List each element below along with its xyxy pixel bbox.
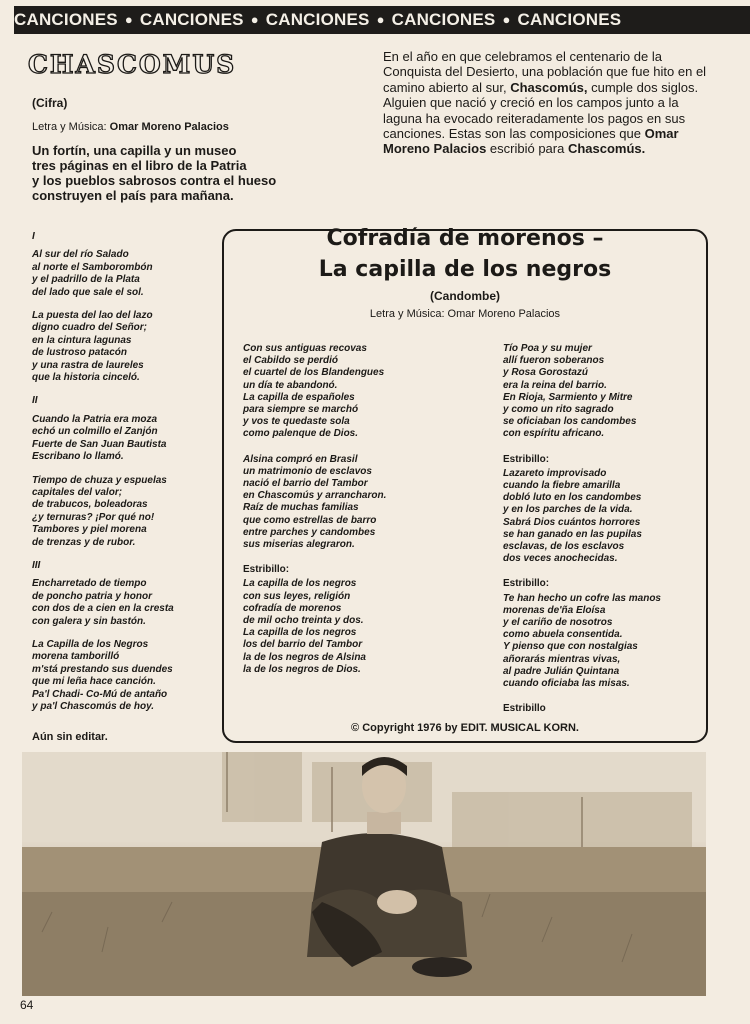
poem-line: morena tamborilló	[32, 651, 120, 663]
credits-author: Omar Moreno Palacios	[109, 121, 229, 133]
poem-section-number: III	[32, 559, 41, 571]
poem-line: La Capilla de los Negros	[32, 638, 149, 650]
poem-section-number: II	[32, 395, 38, 407]
poem-line: digno cuadro del Señor;	[32, 322, 148, 334]
song-line: morenas de'ña Eloísa	[503, 604, 606, 616]
poem-section-number: I	[32, 231, 35, 242]
refrain-label: Estribillo:	[503, 578, 550, 590]
song-line: La capilla de los negros	[243, 578, 357, 590]
song-verse	[243, 454, 483, 552]
poem-note: Aún sin editar.	[32, 731, 108, 743]
poem-line: La puesta del lao del lazo	[32, 310, 153, 322]
poem-line: Escribano lo llamó.	[32, 451, 124, 463]
song-line: con sus leyes, religión	[243, 590, 351, 602]
song-line: dos veces anochecidas.	[503, 553, 618, 565]
song-line: el cuartel de los Blandengues	[243, 367, 385, 379]
poem-line: de trenzas y de rubor.	[32, 536, 136, 548]
header-label: CANCIONES	[391, 10, 496, 29]
poem-line: con galera y sin bastón.	[32, 615, 146, 627]
song-line: en Chascomús y arrancharon.	[243, 490, 387, 502]
song-line: y vos te quedaste sola	[243, 416, 350, 428]
song-line: la de los negros de Alsina	[243, 651, 366, 663]
song-line: Alsina compró en Brasil	[243, 453, 358, 465]
song-line: y el cariño de nosotros	[503, 617, 613, 629]
separator-dot-icon: ●	[376, 12, 385, 27]
article-intro	[383, 49, 713, 157]
intro-bold-text: Omar Moreno Palacios	[383, 126, 679, 157]
song-line: y Rosa Gorostazú	[503, 367, 589, 379]
poem-stanza	[32, 639, 222, 713]
song-line: se han ganado en las pupilas	[503, 528, 642, 540]
song-line: cuando la fiebre amarilla	[503, 480, 621, 492]
song-line: para siempre se marchó	[243, 404, 359, 416]
song-line: el Cabildo se perdió	[243, 355, 339, 367]
song-verse	[503, 578, 703, 690]
song-line: Y pienso que con nostalgias	[503, 641, 638, 653]
poem-line: de trabucos, boleadoras	[32, 499, 148, 511]
poem-line: de poncho patria y honor	[32, 590, 153, 602]
article-lead	[32, 143, 362, 203]
song-verse	[503, 454, 703, 566]
poem-line: con dos de a cien en la cresta	[32, 603, 174, 615]
song-line: como abuela consentida.	[503, 629, 623, 641]
poem-line: y pa'l Chascomús de hoy.	[32, 701, 155, 712]
poem-line: ¿y ternuras? ¡Por qué no!	[32, 511, 155, 523]
separator-dot-icon: ●	[250, 12, 259, 27]
song-copyright: © Copyright 1976 by EDIT. MUSICAL KORN.	[351, 722, 579, 734]
refrain-label: Estribillo:	[503, 453, 550, 465]
song-line: que como estrellas de barro	[243, 514, 377, 526]
article-credits	[32, 121, 229, 133]
song-title-line1: Cofradía de morenos –	[326, 226, 604, 251]
song-line: al padre Julián Quintana	[503, 665, 620, 677]
poem-line: m'stá prestando sus duendes	[32, 663, 173, 675]
article-subtitle: (Cifra)	[32, 96, 68, 110]
refrain-label: Estribillo:	[243, 564, 290, 576]
song-title-line2: La capilla de los negros	[318, 257, 612, 282]
header-label: CANCIONES	[265, 10, 370, 29]
song-credits: Letra y Música: Omar Moreno Palacios	[369, 308, 561, 320]
poem-line: Tambores y piel morena	[32, 524, 147, 536]
song-line: cuando oficiaba las misas.	[503, 678, 630, 690]
poem-line: Encharretado de tiempo	[32, 578, 147, 590]
header-label: CANCIONES	[14, 10, 118, 29]
song-verse	[243, 564, 483, 676]
page-number: 64	[20, 998, 34, 1012]
lead-line: tres páginas en el libro de la Patria	[32, 158, 247, 173]
song-line: la de los negros de Dios.	[243, 663, 361, 675]
poem-line: Al sur del río Salado	[32, 249, 129, 261]
poem-line: que mi leña hace canción.	[32, 676, 156, 688]
song-line: añorarás mientras vivas,	[503, 653, 621, 665]
poem-line: capitales del valor;	[32, 486, 123, 498]
lead-line: Un fortín, una capilla y un museo	[32, 143, 237, 158]
credits-label: Letra y Música:	[32, 121, 107, 133]
song-line: un día te abandonó.	[243, 379, 338, 391]
poem-line: que la historia cinceló.	[32, 372, 140, 384]
poem-line: Fuerte de San Juan Bautista	[32, 438, 167, 450]
song-line: sus miserias alegraron.	[243, 539, 355, 551]
poem-line: en la cintura lagunas	[32, 334, 132, 346]
song-verse	[243, 343, 483, 441]
lead-line: construyen el país para mañana.	[32, 188, 234, 203]
song-line: esclavas, de los esclavos	[503, 541, 625, 553]
lead-line: y los pueblos sabrosos contra el hueso	[32, 173, 277, 188]
poem-stanza	[32, 475, 222, 549]
song-line: entre parches y candombes	[243, 526, 376, 538]
song-line: Tío Poa y su mujer	[503, 343, 592, 354]
poem-line: y el padrillo de la Plata	[32, 274, 140, 286]
poem-stanza	[32, 414, 222, 464]
song-line: de mil ocho treinta y dos.	[243, 615, 364, 627]
intro-text: escribió para	[486, 141, 568, 157]
song-line: Lazareto improvisado	[503, 467, 607, 479]
poem-line: al norte el Samborombón	[32, 261, 153, 273]
song-line: con espíritu africano.	[503, 428, 605, 440]
poem-line: Cuando la Patria era moza	[32, 413, 158, 425]
photo-illustration	[22, 752, 706, 996]
song-line: y en los parches de la vida.	[503, 504, 633, 516]
intro-bold-text: Chascomús.	[567, 141, 646, 157]
song-line: Raíz de muchas familias	[243, 502, 359, 514]
song-line: Sabrá Dios cuántos horrores	[503, 516, 641, 528]
poem-line: Tiempo de chuza y espuelas	[32, 474, 167, 486]
song-column-right	[503, 343, 703, 728]
refrain-label: Estribillo	[503, 703, 546, 715]
intro-text: cumple dos siglos. Alguien que nació y creció en los campos junto a la laguna ha evocado reiteradamente los pagos en sus canciones. Estas son las composiciones que	[383, 79, 699, 142]
header-label: CANCIONES	[139, 10, 244, 29]
poem-line: echó un colmillo el Zanjón	[32, 426, 158, 438]
poem-stanza	[32, 578, 222, 628]
poem-line: del lado que sale el sol.	[32, 286, 144, 298]
song-line: La capilla de españoles	[243, 391, 355, 403]
song-line: los del barrio del Tambor	[243, 639, 363, 651]
poem-line: Pa'l Chadi- Co-Mú de antaño	[32, 688, 168, 700]
song-line: La capilla de los negros	[243, 627, 357, 639]
poem-line: y una rastra de laureles	[32, 359, 144, 371]
poem-chascomus	[32, 231, 222, 724]
song-line: era la reina del barrio.	[503, 379, 607, 391]
song-line: un matrimonio de esclavos	[243, 465, 372, 477]
article-title: CHASCOMUS	[28, 50, 237, 79]
separator-dot-icon: ●	[124, 12, 133, 27]
poem-stanza	[32, 249, 222, 299]
song-line: y como un rito sagrado	[503, 404, 614, 416]
song-column-left	[243, 343, 483, 689]
song-line: dobló luto en los candombes	[503, 492, 642, 504]
author-photo	[22, 752, 706, 996]
song-line: Te han hecho un cofre las manos	[503, 592, 661, 604]
song-line: como palenque de Dios.	[243, 428, 359, 440]
song-verse	[503, 343, 703, 441]
section-header-bar	[14, 6, 750, 34]
intro-text: En el año en que celebramos el centenario de la Conquista del Desierto, una población que fue hito en el camino abierto al sur,	[383, 49, 707, 95]
separator-dot-icon: ●	[502, 12, 511, 27]
song-line: se oficiaban los candombes	[503, 416, 637, 428]
header-label: CANCIONES	[517, 10, 622, 29]
song-line: En Rioja, Sarmiento y Mitre	[503, 391, 633, 403]
song-line: nació el barrio del Tambor	[243, 478, 368, 490]
song-line: Con sus antiguas recovas	[243, 343, 367, 354]
song-line: cofradía de morenos	[243, 602, 342, 614]
song-genre: (Candombe)	[430, 289, 500, 303]
poem-stanza	[32, 310, 222, 384]
song-line: allí fueron soberanos	[503, 355, 605, 367]
song-verse	[503, 703, 703, 715]
intro-bold-text: Chascomús,	[510, 79, 588, 95]
poem-line: de lustroso patacón	[32, 347, 128, 359]
